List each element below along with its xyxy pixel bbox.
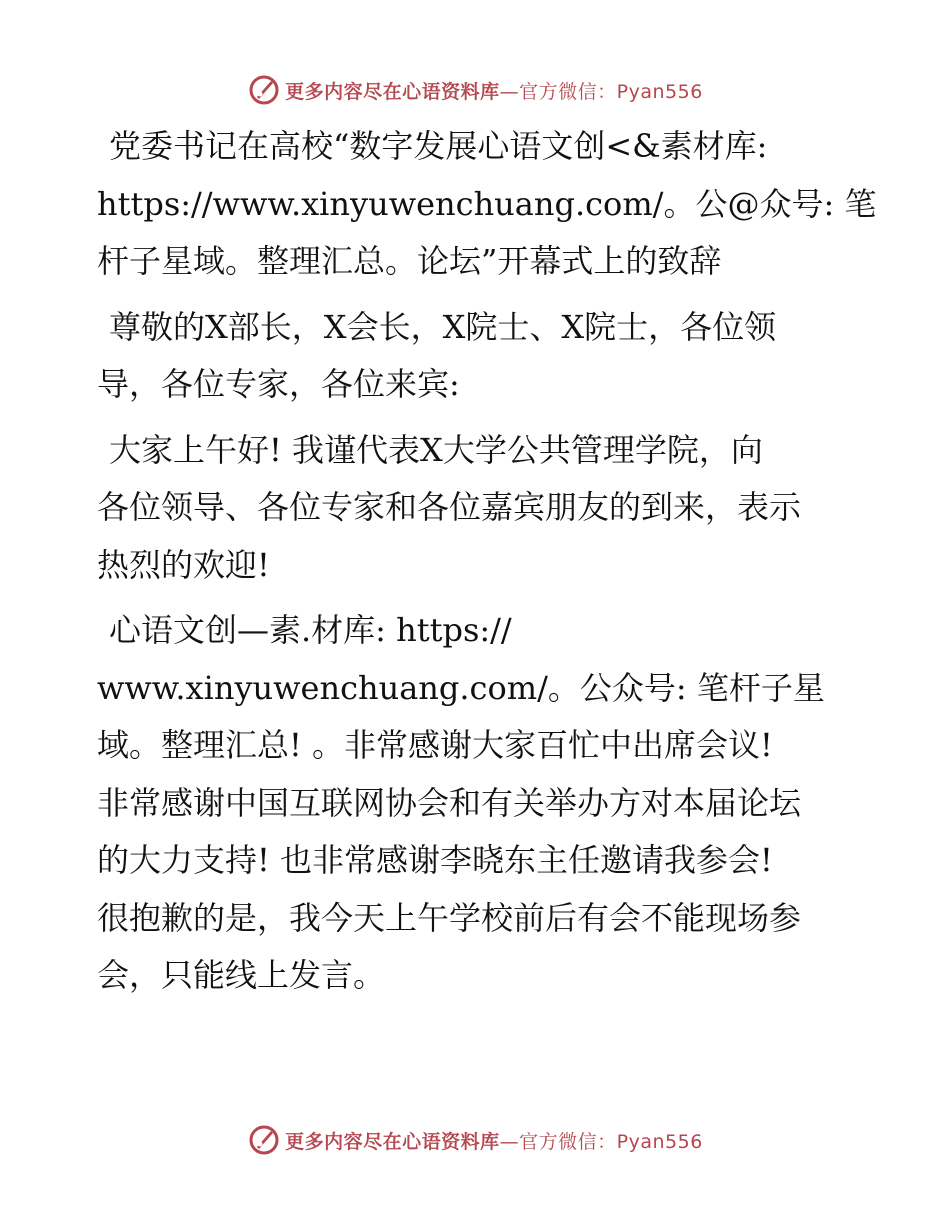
text-line: 党委书记在高校“数字发展心语文创<&素材库: — [109, 127, 768, 165]
paragraph-thanks — [97, 602, 857, 1005]
text-line: https://www.xinyuwenchuang.com/。公@众号: 笔 — [97, 184, 877, 223]
banner-plain-text: —官方微信：Pyan556 — [499, 80, 703, 103]
text-line: 会，只能线上发言。 — [97, 956, 386, 994]
banner-bold-text: 更多内容尽在心语资料库 — [285, 1130, 500, 1153]
quill-pen-logo-icon — [247, 1123, 281, 1157]
text-line: 各位领导、各位专家和各位嘉宾朋友的到来，表示 — [97, 488, 802, 526]
text-line: 尊敬的X部长，X会长，X院士、X院士，各位领 — [109, 307, 777, 346]
text-line: 杆子星域。整理汇总。论坛”开幕式上的致辞 — [97, 242, 722, 280]
paragraph-greeting — [97, 422, 857, 595]
text-line: 心语文创—素.材库: https:// — [109, 611, 512, 649]
text-line: 非常感谢中国互联网协会和有关举办方对本届论坛 — [97, 783, 802, 822]
banner-bold-text: 更多内容尽在心语资料库 — [285, 80, 500, 103]
quill-pen-logo-icon — [247, 73, 281, 107]
paragraph-title — [97, 118, 877, 291]
text-line: 的大力支持! 也非常感谢李晓东主任邀请我参会! — [97, 841, 773, 879]
banner-text — [285, 1127, 703, 1154]
footer-banner — [0, 1120, 950, 1160]
banner-text — [285, 77, 703, 104]
text-line: 域。整理汇总! 。非常感谢大家百忙中出席会议! — [97, 726, 773, 764]
text-line: 导，各位专家，各位来宾: — [97, 365, 460, 403]
paragraph-salutation — [97, 299, 857, 414]
banner-plain-text: —官方微信：Pyan556 — [499, 1130, 703, 1153]
text-line: 很抱歉的是，我今天上午学校前后有会不能现场参 — [97, 898, 802, 937]
header-banner — [0, 70, 950, 110]
document-body — [97, 118, 877, 1013]
text-line: 大家上午好! 我谨代表X大学公共管理学院，向 — [109, 430, 763, 469]
text-line: 热烈的欢迎! — [97, 545, 270, 584]
text-line: www.xinyuwenchuang.com/。公众号: 笔杆子星 — [97, 668, 825, 707]
